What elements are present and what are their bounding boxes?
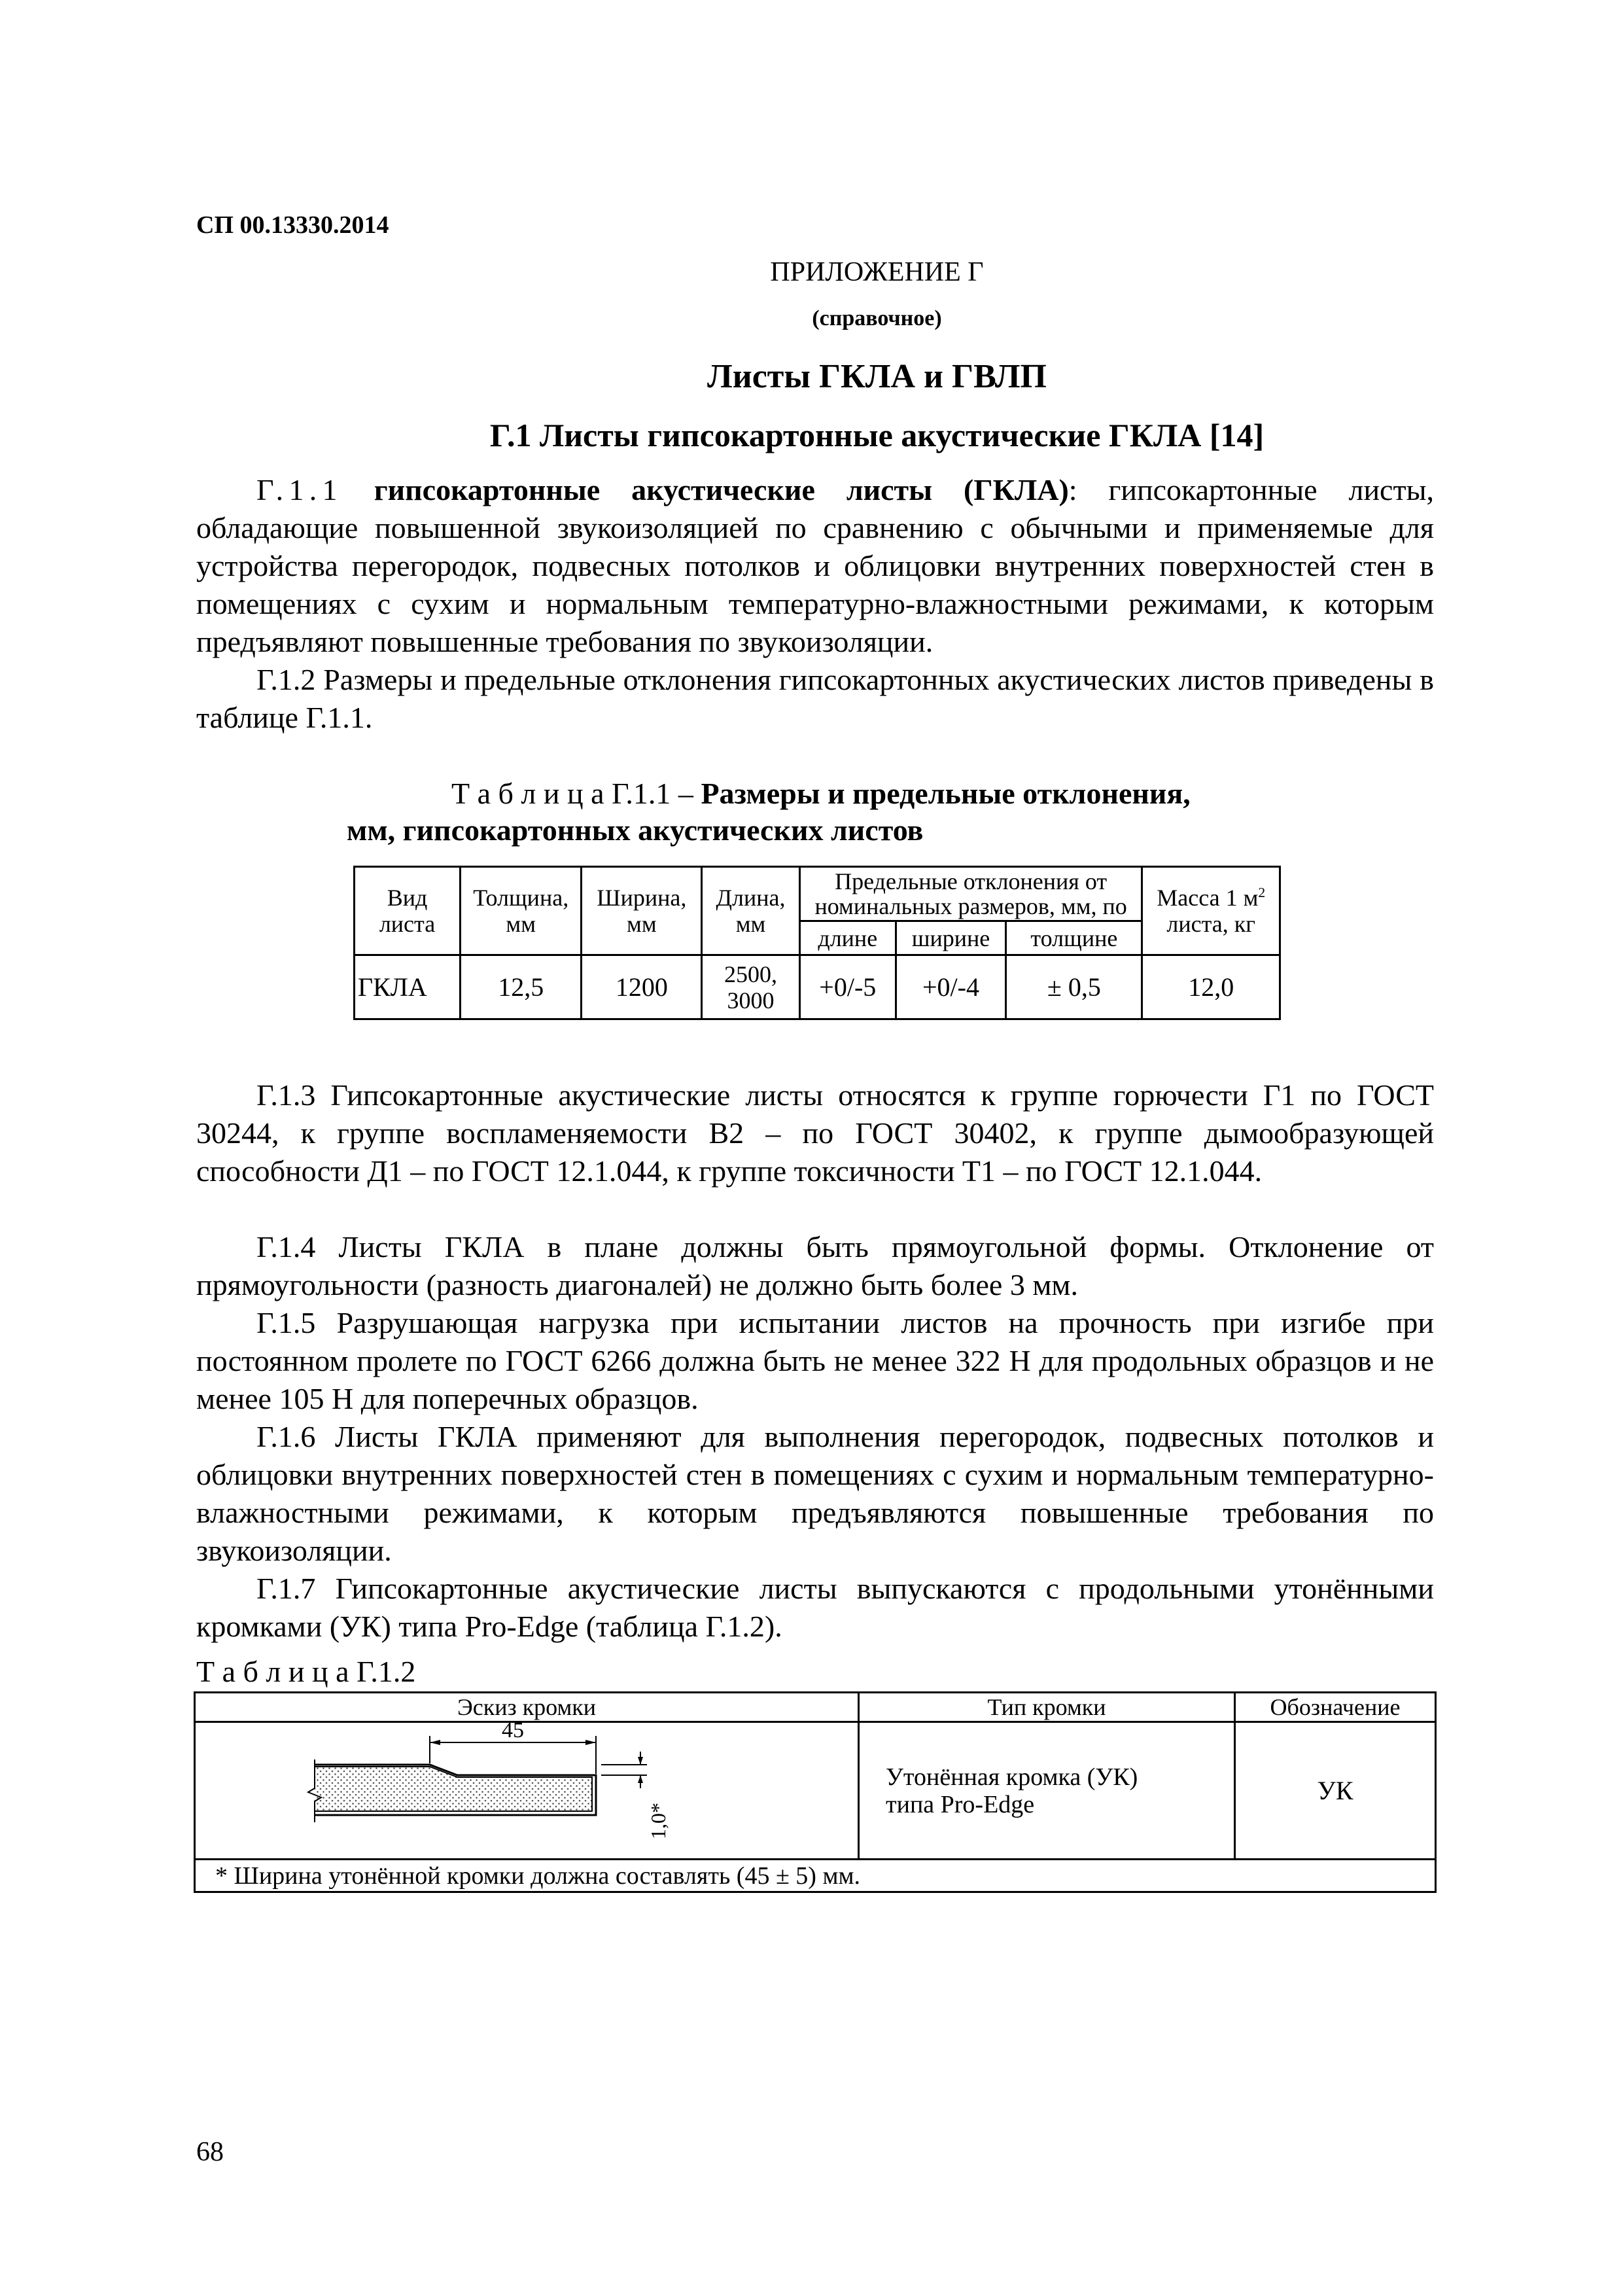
table1-header-length: Длина, мм bbox=[702, 867, 800, 955]
table2-footnote: * Ширина утонённой кромки должна составлять (45 ± 5) мм. bbox=[195, 1860, 1436, 1892]
paragraph-g-1-3: Г.1.3 Гипсокартонные акустические листы относятся к группе горючести Г1 по ГОСТ 30244, к группе воспламеняемости В2 – по ГОСТ 30402, к группе дымообразующей способности Д1 – по ГОСТ 12.1.044, к группе токсичности Т1 – по ГОСТ 12.1.044. bbox=[196, 1078, 1434, 1188]
table1-header-dev-width: ширине bbox=[896, 921, 1005, 955]
dimension-width-label: 45 bbox=[502, 1723, 524, 1742]
table1 bbox=[353, 866, 1281, 1020]
table1-cell-type: ГКЛА bbox=[355, 955, 461, 1019]
table1-caption-title-line2: мм, гипсокартонных акустических листов bbox=[347, 813, 924, 847]
paragraph-g-1-4: Г.1.4 Листы ГКЛА в плане должны быть прямоугольной формы. Отклонение от прямоугольности (разность диагоналей) не должно быть более 3 мм. bbox=[196, 1230, 1434, 1301]
appendix-title: ПРИЛОЖЕНИЕ Г bbox=[770, 257, 984, 287]
table2-cell-designation: УК bbox=[1235, 1722, 1436, 1860]
table2-header-designation: Обозначение bbox=[1235, 1693, 1436, 1722]
paragraph-number: Г.1.1 bbox=[256, 473, 343, 506]
paragraph-g-1-6: Г.1.6 Листы ГКЛА применяют для выполнения перегородок, подвесных потолков и облицовки внутренних поверхностей стен в помещениях с сухим и нормальным температурно-влажностными режимами, к которым предъявляются повышенные требования по звукоизоляции. bbox=[196, 1420, 1434, 1567]
paragraph-g-1-7: Г.1.7 Гипсокартонные акустические листы выпускаются с продольными утонёнными кромками (УК) типа Pro-Edge (таблица Г.1.2). bbox=[196, 1572, 1434, 1643]
table2-cell-sketch bbox=[195, 1722, 859, 1860]
edge-sketch-diagram bbox=[196, 1723, 850, 1852]
table1-caption-title-line1: Размеры и предельные отклонения, bbox=[701, 777, 1191, 810]
main-title: Листы ГКЛА и ГВЛП bbox=[707, 358, 1047, 395]
table1-header-mass: Масса 1 $м^2$ листа, кг bbox=[1142, 867, 1280, 955]
table1-header-dev-thickness: толщине bbox=[1006, 921, 1142, 955]
table1-cell-length: 2500, 3000 bbox=[702, 955, 800, 1019]
paragraph-g-1-5: Г.1.5 Разрушающая нагрузка при испытании листов на прочность при изгибе при постоянном пролете по ГОСТ 6266 должна быть не менее 322 Н для продольных образцов и не менее 105 Н для поперечных образцов. bbox=[196, 1306, 1434, 1415]
appendix-type: (справочное) bbox=[812, 306, 942, 330]
table2 bbox=[194, 1691, 1437, 1893]
table1-cell-dev-thickness: ± 0,5 bbox=[1006, 955, 1142, 1019]
table1-cell-thickness: 12,5 bbox=[461, 955, 582, 1019]
table1-header-width: Ширина, мм bbox=[582, 867, 702, 955]
table2-header-sketch: Эскиз кромки bbox=[195, 1693, 859, 1722]
table1-cell-dev-length: +0/-5 bbox=[799, 955, 896, 1019]
dimension-depth-label: 1,0* bbox=[646, 1803, 670, 1839]
table2-header-edge-type: Тип кромки bbox=[859, 1693, 1235, 1722]
table1-caption bbox=[347, 775, 1328, 849]
term: гипсокартонные акустические листы (ГКЛА) bbox=[374, 473, 1069, 506]
paragraph-g-1-1 bbox=[196, 471, 1434, 661]
document-code: СП 00.13330.2014 bbox=[196, 211, 389, 239]
table1-header-deviations: Предельные отклонения от номинальных размеров, мм, по bbox=[799, 867, 1142, 921]
table1-cell-width: 1200 bbox=[582, 955, 702, 1019]
table1-header-dev-length: длине bbox=[799, 921, 896, 955]
definition: : гипсокартонные листы, обладающие повышенной звукоизоляцией по сравнению с обычными и применяемые для устройства перегородок, подвесных потолков и облицовки внутренних поверхностей стен в помещениях с сухим и нормальным температурно-влажностными режимами, к которым предъявляют повышенные требования по звукоизоляции. bbox=[196, 473, 1434, 658]
section-title: Г.1 Листы гипсокартонные акустические ГКЛА [14] bbox=[489, 417, 1265, 453]
table1-cell-mass: 12,0 bbox=[1142, 955, 1280, 1019]
table2-caption: Т а б л и ц а Г.1.2 bbox=[196, 1655, 416, 1688]
table-row bbox=[355, 955, 1280, 1019]
table2-cell-edge-type: Утонённая кромка (УК) типа Pro-Edge bbox=[859, 1722, 1235, 1860]
page-number: 68 bbox=[196, 2137, 224, 2167]
table1-caption-label: Т а б л и ц а Г.1.1 – bbox=[451, 777, 693, 810]
table1-header-type: Вид листа bbox=[355, 867, 461, 955]
paragraph-g-1-2: Г.1.2 Размеры и предельные отклонения гипсокартонных акустических листов приведены в таблице Г.1.1. bbox=[196, 663, 1434, 734]
table1-header-thickness: Толщина, мм bbox=[461, 867, 582, 955]
table1-cell-dev-width: +0/-4 bbox=[896, 955, 1005, 1019]
table-row bbox=[195, 1722, 1436, 1860]
